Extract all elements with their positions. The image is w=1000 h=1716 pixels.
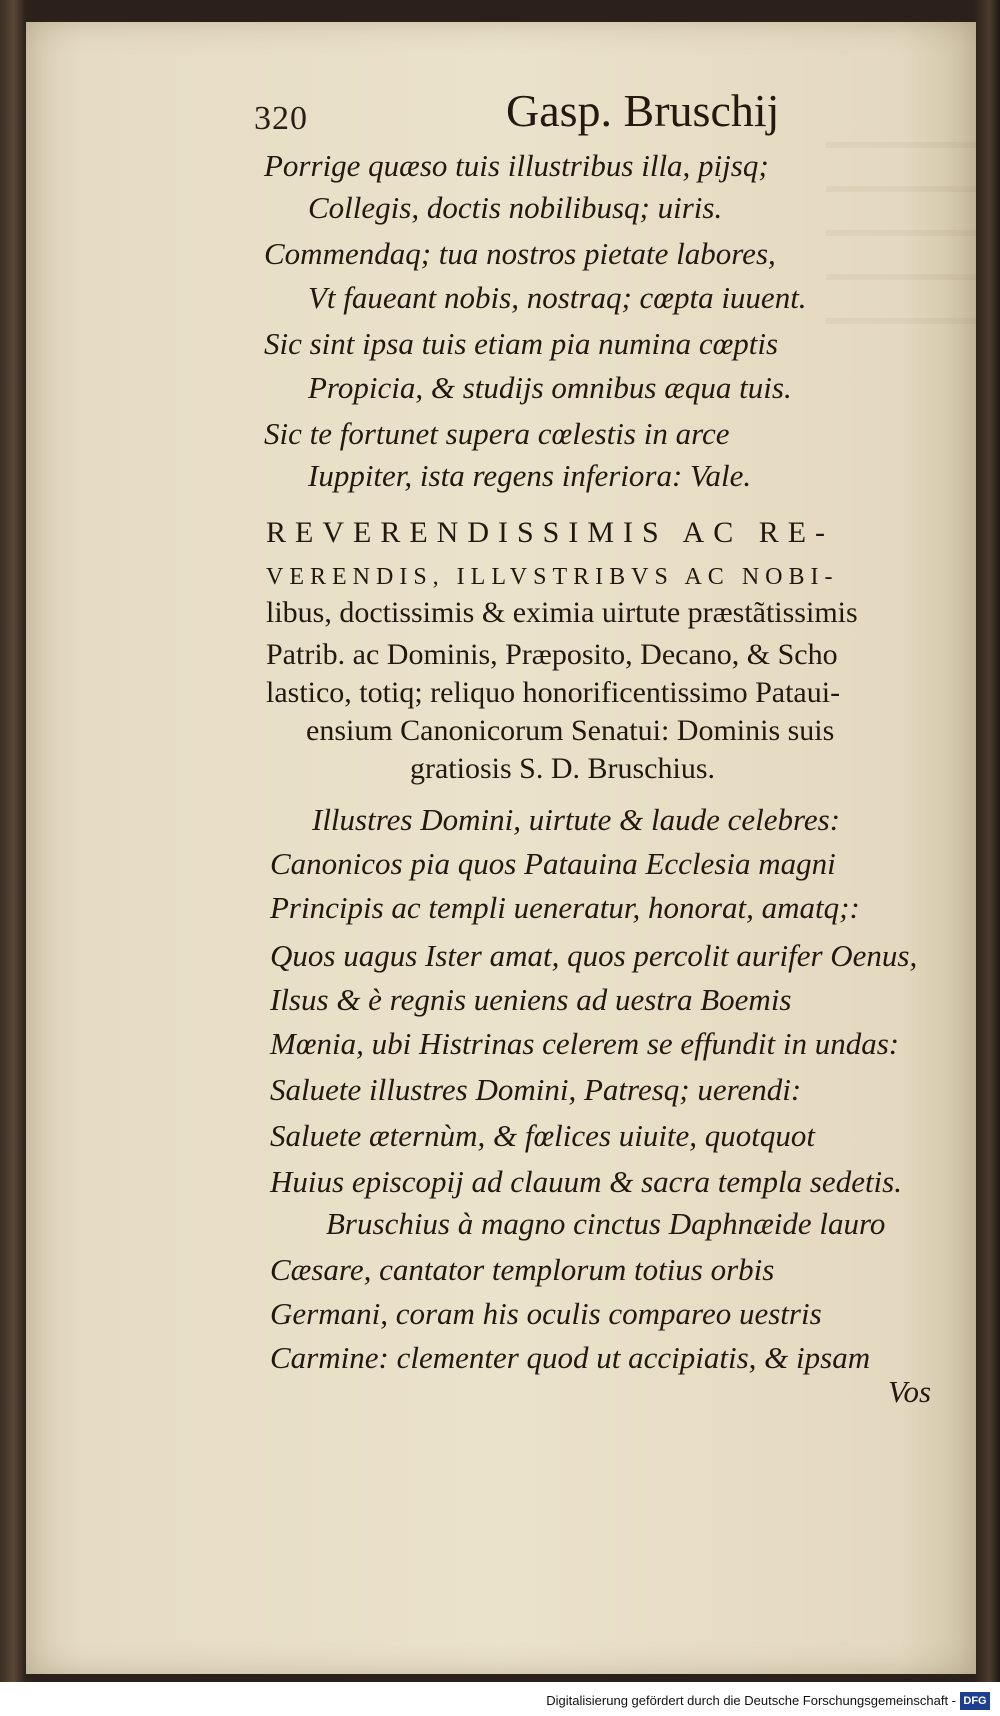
poem-line: Porrige quæso tuis illustribus illa, pijsq; <box>264 148 769 183</box>
dedication-heading-line: REVERENDISSIMIS AC RE- <box>266 516 835 549</box>
verse-line: Germani, coram his oculis compareo uestris <box>270 1296 822 1331</box>
verse-line: Quos uagus Ister amat, quos percolit aurifer Oenus, <box>270 938 918 973</box>
verse-line: Mœnia, ubi Histrinas celerem se effundit in undas: <box>270 1026 900 1061</box>
poem-line: Iuppiter, ista regens inferiora: Vale. <box>308 458 752 493</box>
funding-credit: Digitalisierung gefördert durch die Deutsche Forschungsgemeinschaft - <box>546 1693 956 1708</box>
page-number: 320 <box>254 100 308 137</box>
dedication-line: gratiosis S. D. Bruschius. <box>410 752 716 785</box>
dedication-line: libus, doctissimis & eximia uirtute præstãtissimis <box>266 596 858 629</box>
dedication-heading-line: VERENDIS, ILLVSTRIBVS AC NOBI- <box>266 564 839 590</box>
poem-line: Vt faueant nobis, nostraq; cœpta iuuent. <box>308 280 807 315</box>
verse-line: Huius episcopij ad clauum & sacra templa sedetis. <box>270 1164 902 1199</box>
poem-line: Sic sint ipsa tuis etiam pia numina cœptis <box>264 326 779 361</box>
dedication-line: ensium Canonicorum Senatui: Dominis suis <box>306 714 835 747</box>
verse-line: Principis ac templi ueneratur, honorat, amatq;: <box>270 890 860 925</box>
verse-line: Ilsus & è regnis ueniens ad uestra Boemis <box>270 982 792 1017</box>
dedication-line: lastico, totiq; reliquo honorificentissimo Pataui- <box>266 676 841 709</box>
dedication-line: Patrib. ac Dominis, Præposito, Decano, & Scho <box>266 638 838 671</box>
verse-line: Saluete illustres Domini, Patresq; uerendi: <box>270 1072 802 1107</box>
verse-line: Cæsare, cantator templorum totius orbis <box>270 1252 775 1287</box>
verse-line: Saluete æternùm, & fœlices uiuite, quotquot <box>270 1118 816 1153</box>
running-head: Gasp. Bruschij <box>506 85 780 136</box>
verse-line: Bruschius à magno cinctus Daphnæide lauro <box>326 1206 886 1241</box>
verse-line: Carmine: clementer quod ut accipiatis, & ipsam <box>270 1340 871 1375</box>
verse-line: Illustres Domini, uirtute & laude celebres: <box>312 802 841 837</box>
dfg-logo: DFG <box>960 1692 990 1710</box>
catchword: Vos <box>888 1374 932 1409</box>
poem-line: Propicia, & studijs omnibus æqua tuis. <box>308 370 792 405</box>
poem-line: Sic te fortunet supera cœlestis in arce <box>264 416 730 451</box>
digitization-footer <box>0 1682 1000 1716</box>
verse-line: Canonicos pia quos Patauina Ecclesia magni <box>270 846 836 881</box>
poem-line: Commendaq; tua nostros pietate labores, <box>264 236 776 271</box>
poem-line: Collegis, doctis nobilibusq; uiris. <box>308 190 723 225</box>
